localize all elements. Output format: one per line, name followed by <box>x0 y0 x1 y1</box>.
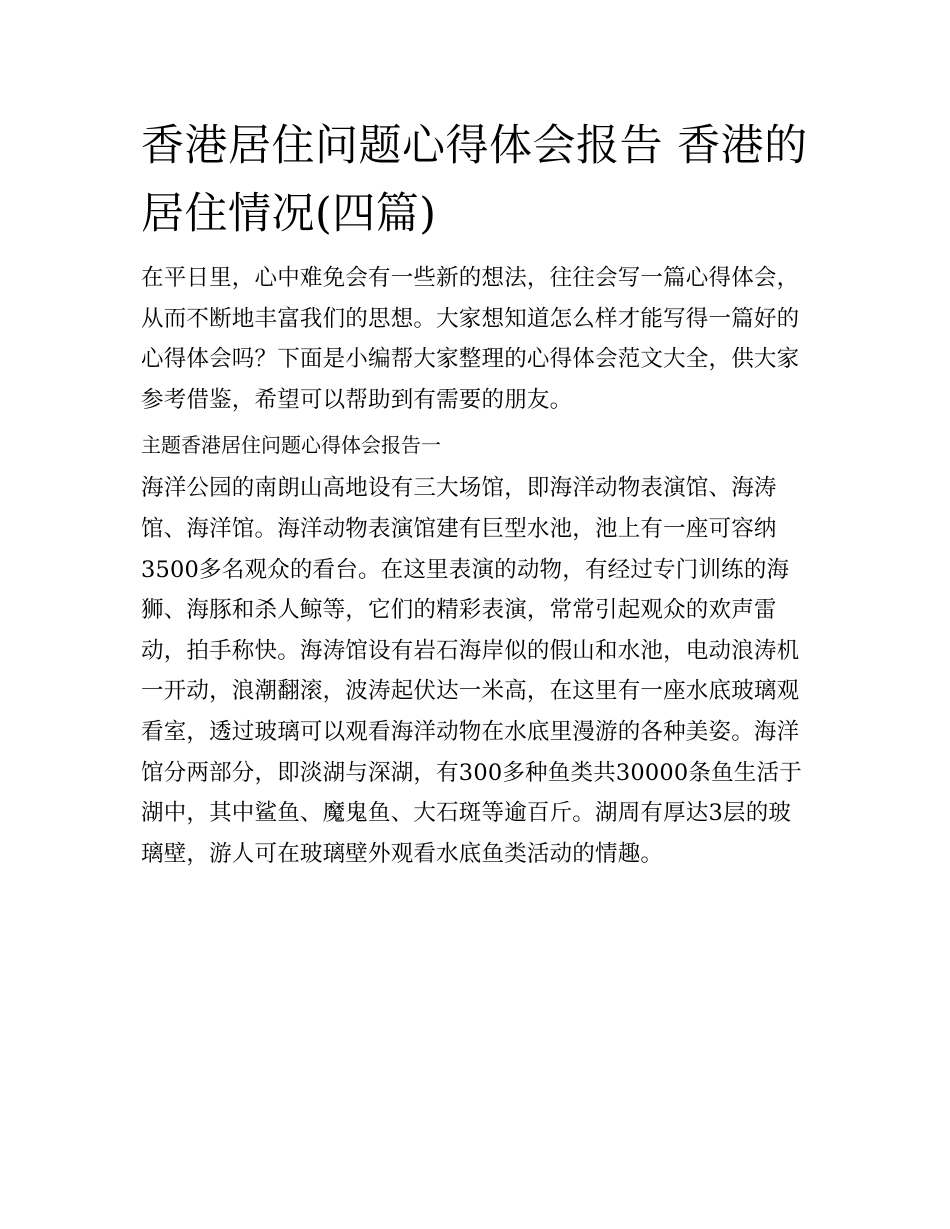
body-paragraph: 海洋公园的南朗山高地设有三大场馆，即海洋动物表演馆、海涛馆、海洋馆。海洋动物表演馆建有巨型水池，池上有一座可容纳3500多名观众的看台。在这里表演的动物，有经过专门训练的海狮、海豚和杀人鲸等，它们的精彩表演，常常引起观众的欢声雷动，拍手称快。海涛馆设有岩石海岸似的假山和水池，电动浪涛机一开动，浪潮翻滚，波涛起伏达一米高，在这里有一座水底玻璃观看室，透过玻璃可以观看海洋动物在水底里漫游的各种美姿。海洋馆分两部分，即淡湖与深湖，有300多种鱼类共30000条鱼生活于湖中，其中鲨鱼、魔鬼鱼、大石斑等逾百斤。湖周有厚达3层的玻璃壁，游人可在玻璃壁外观看水底鱼类活动的情趣。 <box>141 475 802 867</box>
section-heading: 主题香港居住问题心得体会报告一 <box>141 433 441 458</box>
document-page <box>141 112 813 874</box>
intro-paragraph: 在平日里，心中难免会有一些新的想法，往往会写一篇心得体会，从而不断地丰富我们的思想。大家想知道怎么样才能写得一篇好的心得体会吗？下面是小编帮大家整理的心得体会范文大全，供大家参考借鉴，希望可以帮助到有需要的朋友。 <box>141 265 800 413</box>
document-title: 香港居住问题心得体会报告 香港的居住情况(四篇) <box>141 121 808 239</box>
